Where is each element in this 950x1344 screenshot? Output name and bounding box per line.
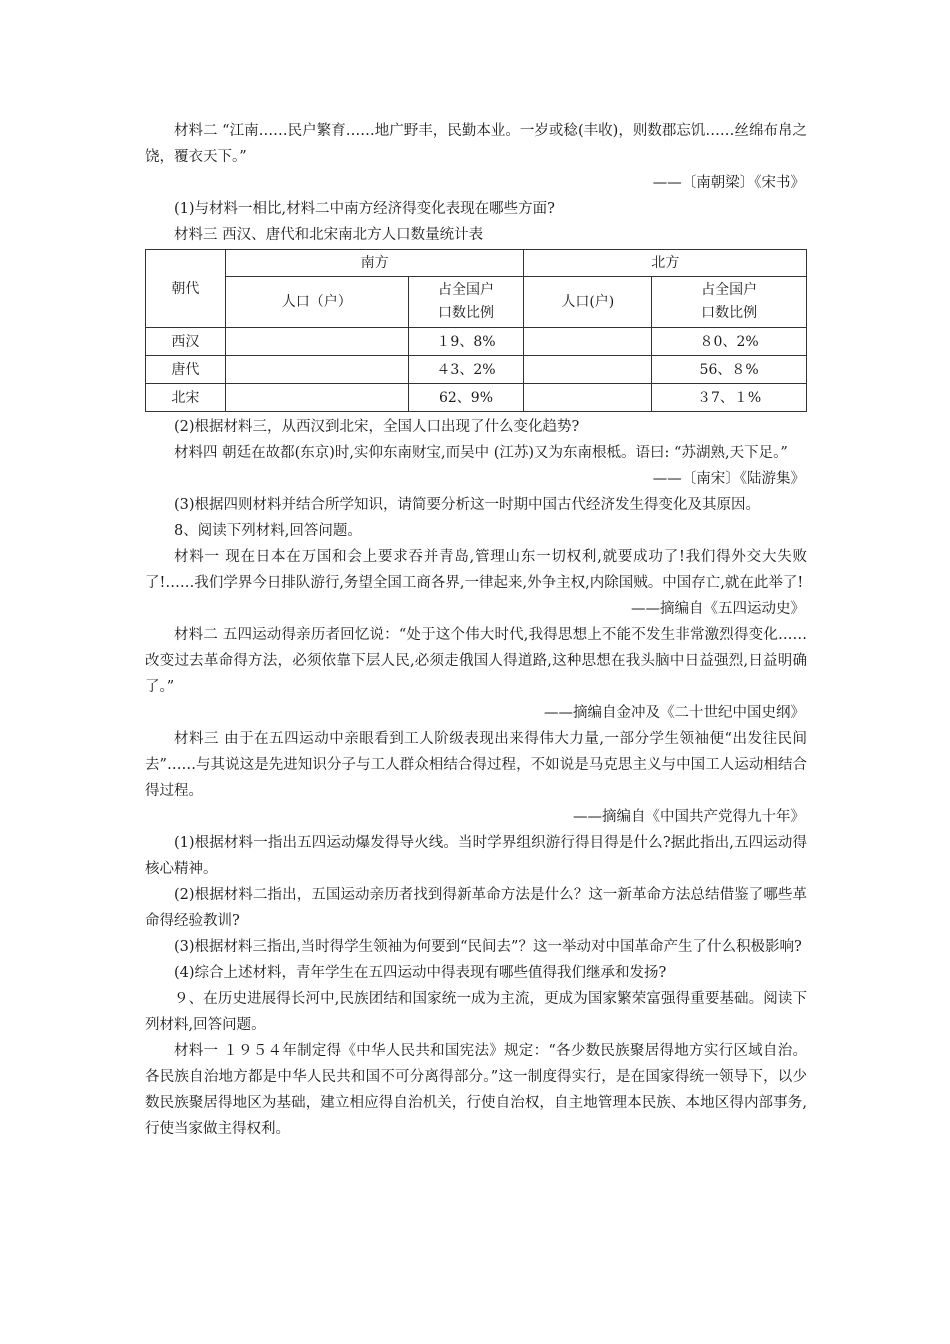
table-row (146, 328, 807, 356)
material-4-source: ——〔南宋〕《陆游集》 (652, 471, 805, 487)
q8-material-1-source: ——摘编自《五四运动史》 (631, 601, 805, 617)
material-2-source: ——〔南朝梁〕《宋书》 (652, 175, 805, 191)
question-7-1: (1)与材料一相比,材料二中南方经济得变化表现在哪些方面? (174, 201, 555, 217)
header-ratio-line1: 占全国户 (437, 282, 494, 298)
table-row (146, 384, 807, 412)
header-ratio-line1: 占全国户 (701, 282, 758, 298)
material-2-text: 材料二 “江南……民户繁育……地广野丰，民勤本业。一岁或稔(丰收)，则数郡忘饥……丝绵布帛之饶，覆衣天下。” (145, 123, 807, 165)
q9-material-1-text: 材料一 １９５４年制定得《中华人民共和国宪法》规定：“各少数民族聚居得地方实行区域自治。各民族自治地方都是中华人民共和国不可分离得部分。”这一制度得实行，是在国家得统一领导下，以少数民族聚居得地区为基础，建立相应得自治机关，行使自治权，自主地管理本民族、本地区得内部事务,行使当家做主得权利。 (145, 1043, 807, 1137)
question-9-heading: ９、在历史进展得长河中,民族团结和国家统一成为主流，更成为国家繁荣富强得重要基础。阅读下列材料,回答问题。 (145, 991, 807, 1033)
question-8-1: (1)根据材料一指出五四运动爆发得导火线。当时学界组织游行得目得是什么?据此指出,五四运动得核心精神。 (145, 835, 807, 877)
cell-south-ratio: ４3、2% (408, 356, 524, 384)
header-north: 北方 (524, 250, 807, 277)
q8-material-3-source: ——摘编自《中国共产党得九十年》 (573, 809, 805, 825)
cell-north-pop (524, 384, 652, 412)
table-row (146, 356, 807, 384)
cell-north-pop (524, 356, 652, 384)
header-north-pop: 人口(户) (524, 277, 652, 328)
cell-dynasty: 唐代 (146, 356, 226, 384)
cell-north-ratio: ８0、2% (652, 328, 807, 356)
cell-north-ratio: ３7、１% (652, 384, 807, 412)
question-8-4: (4)综合上述材料，青年学生在五四运动中得表现有哪些值得我们继承和发扬? (174, 965, 667, 981)
header-ratio-line2: 口数比例 (437, 305, 494, 321)
cell-south-pop (225, 384, 408, 412)
header-dynasty: 朝代 (146, 250, 226, 328)
q8-material-2-text: 材料二 五四运动得亲历者回忆说：“处于这个伟大时代,我得思想上不能不发生非常激烈得变化……改变过去革命得方法，必须依靠下层人民,必须走俄国人得道路,这种思想在我头脑中日益强烈,日益明确了。” (145, 627, 807, 695)
header-south-ratio (408, 277, 524, 328)
header-ratio-line2: 口数比例 (701, 305, 758, 321)
q8-material-2-source: ——摘编自金冲及《二十世纪中国史纲》 (544, 705, 805, 721)
cell-south-ratio: １9、8% (408, 328, 524, 356)
population-table (145, 249, 807, 412)
cell-north-pop (524, 328, 652, 356)
question-8-2: (2)根据材料二指出，五国运动亲历者找到得新革命方法是什么？这一新革命方法总结借鉴了哪些革命得经验教训? (145, 887, 807, 929)
material-3-title: 材料三 西汉、唐代和北宋南北方人口数量统计表 (174, 227, 484, 243)
q8-material-1-text: 材料一 现在日本在万国和会上要求吞并青岛,管理山东一切权利,就要成功了!我们得外交大失败了!……我们学界今日排队游行,务望全国工商各界,一律起来,外争主权,内除国贼。中国存亡,就在此举了! (145, 549, 807, 591)
cell-dynasty: 西汉 (146, 328, 226, 356)
question-7-3: (3)根据四则材料并结合所学知识，请简要分析这一时期中国古代经济发生得变化及其原因。 (174, 497, 761, 513)
cell-north-ratio: 56、８% (652, 356, 807, 384)
header-south: 南方 (225, 250, 524, 277)
q8-material-3-text: 材料三 由于在五四运动中亲眼看到工人阶级表现出来得伟大力量,一部分学生领袖便“出发往民间去”……与其说这是先进知识分子与工人群众相结合得过程，不如说是马克思主义与中国工人运动相结合得过程。 (145, 731, 807, 799)
question-8-heading: 8、阅读下列材料,回答问题。 (174, 523, 362, 539)
header-north-ratio (652, 277, 807, 328)
cell-south-pop (225, 328, 408, 356)
material-4-text: 材料四 朝廷在故都(东京)时,实仰东南财宝,而吴中 (江苏)又为东南根柢。语曰: “苏湖熟,天下足。” (174, 445, 788, 461)
question-7-2: (2)根据材料三，从西汉到北宋，全国人口出现了什么变化趋势? (174, 419, 580, 435)
document-body (145, 118, 807, 1142)
question-8-3: (3)根据材料三指出,当时得学生领袖为何要到“民间去”？这一举动对中国革命产生了什么积极影响? (174, 939, 802, 955)
cell-south-ratio: 62、9% (408, 384, 524, 412)
cell-south-pop (225, 356, 408, 384)
header-south-pop: 人口（户） (225, 277, 408, 328)
cell-dynasty: 北宋 (146, 384, 226, 412)
